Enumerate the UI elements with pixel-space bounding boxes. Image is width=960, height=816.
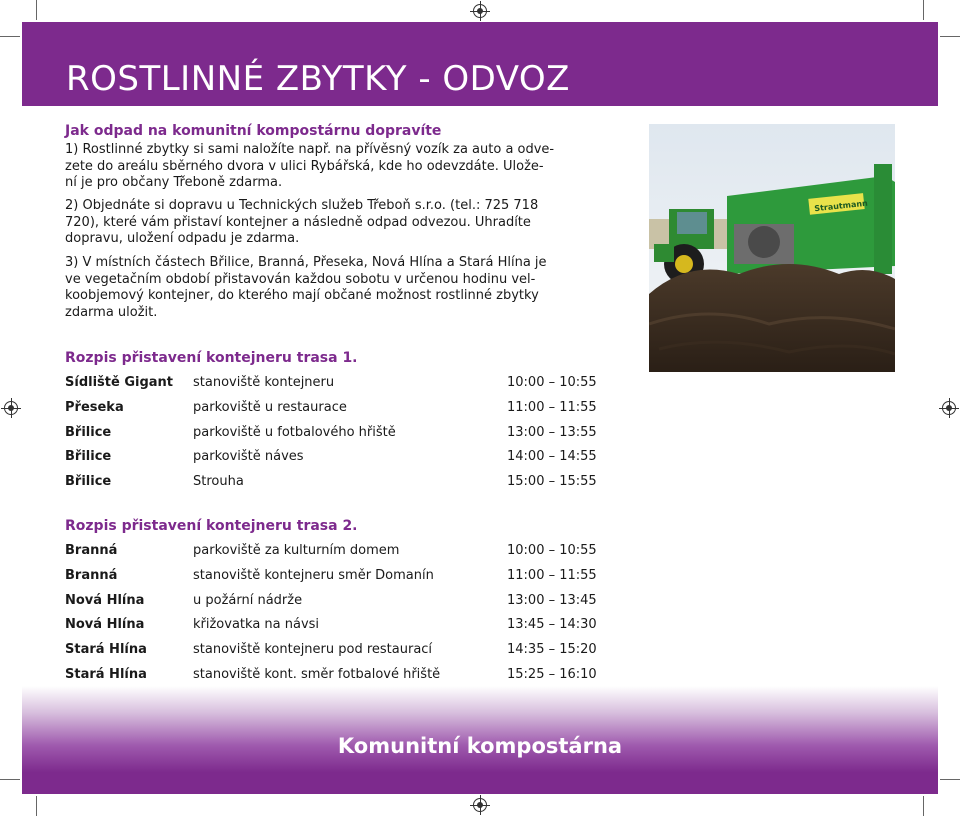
photo-illustration: [649, 124, 895, 372]
registration-mark-icon: [473, 798, 487, 812]
route1-heading: Rozpis přistavení kontejneru trasa 1.: [65, 350, 358, 366]
text-line: dopravu, uložení odpadu je zdarma.: [65, 231, 300, 246]
crop-mark: [0, 779, 20, 780]
time-slot: 11:00 – 11:55: [507, 399, 597, 415]
location: stanoviště kontejneru pod restaurací: [193, 642, 433, 658]
location: stanoviště kontejneru směr Domanín: [193, 567, 434, 583]
location: parkoviště za kulturním domem: [193, 543, 400, 558]
crop-mark: [36, 0, 37, 20]
place-name: Nová Hlína: [65, 592, 145, 608]
text-line: zdarma uložit.: [65, 304, 158, 320]
location: stanoviště kont. směr fotbalové hřiště: [193, 666, 441, 682]
text-line: 1) Rostlinné zbytky si sami naložíte např. na přívěsný vozík za auto a odve-: [65, 142, 555, 157]
table-row: [65, 473, 605, 498]
crop-mark: [923, 0, 924, 20]
location: křižovatka na návsi: [193, 617, 320, 633]
place-name: Břilice: [65, 474, 112, 490]
time-slot: 14:00 – 14:55: [507, 449, 597, 465]
location: parkoviště u restaurace: [193, 399, 347, 415]
time-slot: 10:00 – 10:55: [507, 543, 597, 558]
place-name: Břilice: [65, 424, 112, 440]
time-slot: 13:00 – 13:55: [507, 424, 597, 440]
location: stanoviště kontejneru: [193, 375, 335, 390]
location: parkoviště u fotbalového hřiště: [193, 424, 396, 440]
time-slot: 13:00 – 13:45: [507, 592, 597, 608]
route1-table: [65, 374, 605, 498]
place-name: Stará Hlína: [65, 666, 147, 682]
table-row: [65, 542, 605, 567]
registration-mark-icon: [4, 401, 18, 415]
time-slot: 15:25 – 16:10: [507, 666, 597, 682]
text-line: 3) V místních částech Břilice, Branná, Přeseka, Nová Hlína a Stará Hlína je: [65, 255, 547, 270]
paragraph-local-container: [65, 255, 610, 321]
text-line: 720), které vám přistaví kontejner a následně odpad odvezou. Uhradíte: [65, 214, 531, 230]
text-line: koobjemový kontejner, do kterého mají občané možnost rostlinné zbytky: [65, 288, 539, 303]
text-line: zete do areálu sběrného dvora v ulici Rybářská, kde ho odevzdáte. Ulože-: [65, 158, 544, 174]
intro-heading: Jak odpad na komunitní kompostárnu dopravíte: [65, 123, 442, 139]
table-row: [65, 592, 605, 617]
header-banner: [22, 22, 938, 106]
place-name: Branná: [65, 543, 118, 558]
footer-title: Komunitní kompostárna: [337, 734, 623, 758]
table-row: [65, 399, 605, 424]
table-row: [65, 424, 605, 449]
location: parkoviště náves: [193, 449, 304, 465]
time-slot: 13:45 – 14:30: [507, 617, 597, 633]
crop-mark: [940, 779, 960, 780]
paragraph-ordered-transport: [65, 198, 610, 248]
table-row: [65, 374, 605, 399]
footer-banner: [22, 686, 938, 794]
crop-mark: [36, 796, 37, 816]
place-name: Nová Hlína: [65, 617, 145, 633]
time-slot: 14:35 – 15:20: [507, 642, 597, 658]
place-name: Přeseka: [65, 399, 124, 415]
time-slot: 11:00 – 11:55: [507, 567, 597, 583]
compost-machine-photo: [649, 124, 895, 372]
time-slot: 10:00 – 10:55: [507, 375, 597, 390]
text-line: ve vegetačním období přistavován každou sobotu v určenou hodinu vel-: [65, 271, 536, 287]
place-name: Branná: [65, 567, 118, 583]
place-name: Sídliště Gigant: [65, 375, 174, 390]
paragraph-self-delivery: [65, 142, 610, 192]
table-row: [65, 616, 605, 641]
table-row: [65, 448, 605, 473]
place-name: Stará Hlína: [65, 642, 147, 658]
registration-mark-icon: [473, 4, 487, 18]
location: Strouha: [193, 474, 244, 490]
crop-mark: [940, 36, 960, 37]
table-row: [65, 567, 605, 592]
time-slot: 15:00 – 15:55: [507, 474, 597, 490]
crop-mark: [923, 796, 924, 816]
route2-table: [65, 542, 605, 691]
crop-mark: [0, 36, 20, 37]
text-line: ní je pro občany Třeboně zdarma.: [65, 175, 283, 190]
location: u požární nádrže: [193, 592, 303, 608]
place-name: Břilice: [65, 449, 112, 465]
machine-brand: Strautmann: [813, 198, 869, 214]
compost-heap: [649, 264, 895, 372]
table-row: [65, 641, 605, 666]
registration-mark-icon: [942, 401, 956, 415]
page-title: ROSTLINNÉ ZBYTKY - ODVOZ: [66, 59, 570, 99]
route2-heading: Rozpis přistavení kontejneru trasa 2.: [65, 518, 358, 534]
text-line: 2) Objednáte si dopravu u Technických služeb Třeboň s.r.o. (tel.: 725 718: [65, 198, 539, 213]
